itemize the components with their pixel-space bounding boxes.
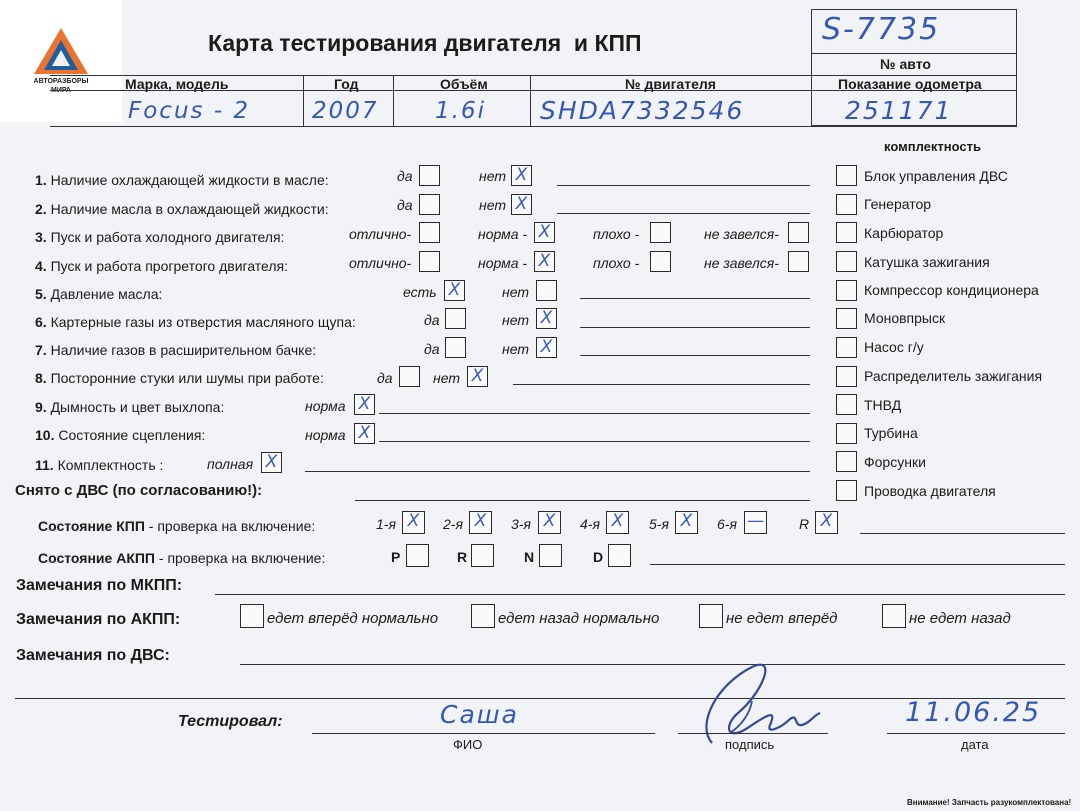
option-bad: плохо -: [593, 226, 640, 242]
answer-line: [215, 594, 1065, 595]
tested-label: Тестировал:: [178, 713, 283, 730]
checkbox-present[interactable]: [444, 280, 465, 301]
check-mark: X: [543, 511, 556, 531]
question-3: [35, 229, 284, 245]
completeness-item: Карбюратор: [864, 225, 944, 241]
checkbox-no[interactable]: [511, 165, 532, 186]
checkbox-ignition-coil[interactable]: [836, 251, 857, 272]
question-num: 5.: [35, 286, 47, 302]
question-text: Пуск и работа прогретого двигателя:: [50, 258, 289, 274]
kpp-label-bold: Состояние КПП: [38, 518, 145, 534]
question-text: Давление масла:: [50, 286, 163, 302]
gear-1-label: 1-я: [376, 516, 396, 532]
logo-icon: [32, 26, 90, 76]
option-yes: да: [424, 341, 440, 357]
completeness-item: Форсунки: [864, 454, 926, 470]
check-mark: X: [538, 251, 551, 271]
answer-line: [887, 733, 1065, 734]
checkbox-gear-2[interactable]: [469, 511, 492, 534]
question-num: 1.: [35, 172, 47, 188]
option-bad: плохо -: [593, 255, 640, 271]
checkbox-distributor[interactable]: [836, 366, 857, 387]
value-odometer: 251171: [845, 96, 953, 125]
checkbox-normal[interactable]: [354, 394, 375, 415]
option-normal: норма: [305, 427, 346, 443]
completeness-item: Распределитель зажигания: [864, 368, 1043, 384]
value-year: 2007: [312, 98, 379, 124]
checkbox-carburetor[interactable]: [836, 222, 857, 243]
akpp-label-bold: Состояние АКПП: [38, 550, 155, 566]
option-no: нет: [502, 341, 529, 357]
question-5: [35, 286, 162, 302]
mode-r-label: R: [457, 549, 468, 565]
checkbox-no[interactable]: [511, 194, 532, 215]
question-8: [35, 370, 324, 386]
question-num: 10.: [35, 427, 55, 443]
header-make-model: Марка, модель: [125, 76, 229, 92]
checkbox-excellent[interactable]: [419, 251, 440, 272]
car-number-value: S-7735: [822, 12, 941, 47]
date-value: 11.06.25: [905, 697, 1042, 728]
kpp-label: [38, 518, 315, 534]
question-text: Комплектность :: [57, 457, 164, 473]
akpp-label: [38, 550, 325, 566]
question-num: 2.: [35, 201, 47, 217]
question-text: Картерные газы из отверстия масляного щупа:: [50, 314, 356, 330]
answer-line: [379, 441, 810, 442]
logo-line2: МИРА: [51, 87, 71, 94]
option-no: нет: [479, 168, 506, 184]
option-no: нет: [502, 312, 529, 328]
answer-line: [650, 564, 1065, 565]
question-4: [35, 258, 288, 274]
question-6: [35, 314, 356, 330]
kpp-label-rest: - проверка на включение:: [144, 518, 316, 534]
mode-p-label: P: [391, 549, 401, 565]
checkbox-mode-p[interactable]: [406, 544, 429, 567]
checkbox-wiring[interactable]: [836, 480, 857, 501]
checkbox-yes[interactable]: [419, 165, 440, 186]
gear-2-label: 2-я: [443, 516, 463, 532]
checkbox-not-started[interactable]: [788, 251, 809, 272]
option-no: нет: [433, 370, 460, 386]
checkbox-gear-r[interactable]: [815, 511, 838, 534]
question-text: Наличие газов в расширительном бачке:: [50, 342, 317, 358]
signature-label: подпись: [725, 737, 775, 752]
value-volume: 1.6i: [435, 98, 486, 124]
completeness-item: Насос г/у: [864, 339, 924, 355]
col-divider: [530, 75, 531, 127]
header-engine-no: № двигателя: [625, 76, 716, 92]
checkbox-gear-3[interactable]: [538, 511, 561, 534]
tester-name: Саша: [440, 700, 519, 729]
checkbox-injectors[interactable]: [836, 451, 857, 472]
checkbox-normal[interactable]: [534, 251, 555, 272]
question-2: [35, 201, 329, 217]
gear-6-label: 6-я: [717, 516, 737, 532]
checkbox-injection-pump[interactable]: [836, 394, 857, 415]
remarks-mkpp-label: Замечания по МКПП:: [16, 577, 183, 594]
option-yes: да: [397, 197, 413, 213]
car-number-label: № авто: [880, 56, 931, 72]
checkbox-no[interactable]: [536, 337, 557, 358]
checkbox-ac-compressor[interactable]: [836, 280, 857, 301]
check-mark: X: [611, 511, 624, 531]
checkbox-yes[interactable]: [399, 366, 420, 387]
checkbox-bad[interactable]: [650, 251, 671, 272]
header-year: Год: [334, 76, 359, 92]
check-mark: X: [540, 308, 553, 328]
gear-3-label: 3-я: [511, 516, 531, 532]
answer-line: [580, 327, 810, 328]
question-1: [35, 172, 329, 188]
gear-r-label: R: [799, 516, 810, 532]
divider: [811, 53, 1017, 54]
question-text: Состояние сцепления:: [58, 427, 206, 443]
check-mark: X: [538, 222, 551, 242]
checkbox-mode-n[interactable]: [539, 544, 562, 567]
option-yes: да: [397, 168, 413, 184]
mode-d-label: D: [593, 549, 604, 565]
answer-line: [557, 185, 810, 186]
completeness-item: Генератор: [864, 196, 932, 212]
check-mark: X: [680, 511, 693, 531]
value-engine-no: SHDA7332546: [540, 96, 745, 125]
question-num: 9.: [35, 399, 47, 415]
option-not-started: не завелся-: [704, 226, 779, 242]
checkbox-yes[interactable]: [419, 194, 440, 215]
answer-line: [312, 733, 655, 734]
answer-line: [580, 355, 810, 356]
check-mark: X: [540, 337, 553, 357]
option-normal: норма -: [478, 226, 528, 242]
checkbox-gear-6[interactable]: [744, 511, 767, 534]
removed-label: Снято с ДВС (по согласованию!):: [15, 482, 263, 499]
logo-line1: АВТОРАЗБОРЫ: [33, 78, 89, 85]
checkbox-bad[interactable]: [650, 222, 671, 243]
option-forward-ok: едет вперёд нормально: [267, 610, 439, 627]
option-full: полная: [207, 456, 254, 472]
date-label: дата: [961, 737, 989, 752]
check-mark: X: [358, 394, 371, 414]
checkbox-generator[interactable]: [836, 194, 857, 215]
remarks-dvs-label: Замечания по ДВС:: [16, 647, 170, 664]
option-present: есть: [403, 284, 437, 300]
completeness-title: комплектность: [884, 139, 981, 154]
option-no: нет: [479, 197, 506, 213]
checkbox-ps-pump[interactable]: [836, 337, 857, 358]
checkbox-no-reverse[interactable]: [882, 604, 906, 628]
option-no-reverse: не едет назад: [909, 610, 1011, 627]
completeness-item: Блок управления ДВС: [864, 168, 1008, 184]
checkbox-ecu[interactable]: [836, 165, 857, 186]
checkbox-normal[interactable]: [354, 423, 375, 444]
question-text: Посторонние стуки или шумы при работе:: [50, 370, 324, 386]
completeness-item: Проводка двигателя: [864, 483, 996, 499]
checkbox-mode-d[interactable]: [608, 544, 631, 567]
answer-line: [305, 471, 810, 472]
option-not-started: не завелся-: [704, 255, 779, 271]
completeness-item: Моновпрыск: [864, 310, 946, 326]
question-7: [35, 342, 316, 358]
completeness-item: Турбина: [864, 425, 918, 441]
answer-line: [355, 500, 810, 501]
question-num: 3.: [35, 229, 47, 245]
checkbox-gear-5[interactable]: [675, 511, 698, 534]
check-mark: X: [515, 194, 528, 214]
remarks-akpp-label: Замечания по АКПП:: [16, 611, 181, 628]
gear-5-label: 5-я: [649, 516, 669, 532]
question-text: Дымность и цвет выхлопа:: [50, 399, 225, 415]
option-reverse-ok: едет назад нормально: [498, 610, 660, 627]
question-10: [35, 427, 205, 443]
dash-mark: —: [747, 511, 764, 531]
value-make-model: Focus - 2: [128, 98, 251, 124]
question-11: [35, 457, 163, 473]
col-divider: [811, 75, 812, 127]
question-9: [35, 399, 224, 415]
checkbox-mode-r[interactable]: [471, 544, 494, 567]
checkbox-not-started[interactable]: [788, 222, 809, 243]
checkbox-reverse-ok[interactable]: [471, 604, 495, 628]
option-excellent: отлично-: [349, 226, 412, 242]
checkbox-turbine[interactable]: [836, 423, 857, 444]
checkbox-excellent[interactable]: [419, 222, 440, 243]
option-no-forward: не едет вперёд: [726, 610, 838, 627]
check-mark: X: [448, 280, 461, 300]
option-excellent: отлично-: [349, 255, 412, 271]
footer-warning: Внимание! Запчасть разукомплектована!: [907, 798, 1072, 807]
question-num: 8.: [35, 370, 47, 386]
checkbox-normal[interactable]: [534, 222, 555, 243]
page-title: Карта тестирования двигателя и КПП: [208, 30, 642, 56]
option-yes: да: [377, 370, 393, 386]
fio-label: ФИО: [453, 737, 483, 752]
checkbox-forward-ok[interactable]: [240, 604, 264, 628]
checkbox-mono-injection[interactable]: [836, 308, 857, 329]
completeness-item: Компрессор кондиционера: [864, 282, 1039, 298]
check-mark: X: [474, 511, 487, 531]
mode-n-label: N: [524, 549, 535, 565]
gear-4-label: 4-я: [580, 516, 600, 532]
checkbox-no[interactable]: [467, 366, 488, 387]
answer-line: [557, 213, 810, 214]
col-divider: [303, 75, 304, 127]
header-odometer: Показание одометра: [838, 76, 982, 92]
check-mark: X: [515, 165, 528, 185]
answer-line: [513, 384, 810, 385]
checkbox-yes[interactable]: [445, 337, 466, 358]
check-mark: X: [471, 366, 484, 386]
option-normal: норма -: [478, 255, 528, 271]
option-normal: норма: [305, 398, 346, 414]
question-text: Наличие масла в охлаждающей жидкости:: [50, 201, 329, 217]
akpp-label-rest: - проверка на включение:: [155, 550, 326, 566]
question-num: 11.: [35, 457, 54, 473]
answer-line: [860, 533, 1065, 534]
completeness-item: Катушка зажигания: [864, 254, 990, 270]
answer-line: [379, 413, 810, 414]
checkbox-no[interactable]: [536, 280, 557, 301]
question-text: Пуск и работа холодного двигателя:: [50, 229, 285, 245]
checkbox-no-forward[interactable]: [699, 604, 723, 628]
check-mark: X: [265, 452, 278, 472]
answer-line: [240, 664, 1065, 665]
checkbox-full[interactable]: [261, 452, 282, 473]
checkbox-no[interactable]: [536, 308, 557, 329]
checkbox-yes[interactable]: [445, 308, 466, 329]
answer-line: [580, 298, 810, 299]
option-no: нет: [502, 284, 529, 300]
check-mark: X: [407, 511, 420, 531]
col-divider: [393, 75, 394, 127]
question-num: 6.: [35, 314, 47, 330]
question-text: Наличие охлаждающей жидкости в масле:: [50, 172, 329, 188]
checkbox-gear-1[interactable]: [402, 511, 425, 534]
header-volume: Объём: [440, 76, 488, 92]
check-mark: X: [820, 511, 833, 531]
completeness-item: ТНВД: [864, 397, 902, 413]
checkbox-gear-4[interactable]: [606, 511, 629, 534]
check-mark: X: [358, 423, 371, 443]
question-num: 4.: [35, 258, 47, 274]
option-yes: да: [424, 312, 440, 328]
answer-line: [678, 733, 828, 734]
question-num: 7.: [35, 342, 47, 358]
